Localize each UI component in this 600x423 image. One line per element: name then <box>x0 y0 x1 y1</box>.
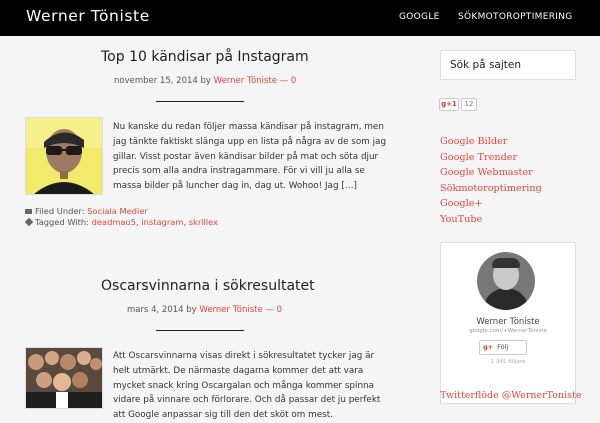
main-content <box>0 36 420 421</box>
search-widget-title: Sök på sajten <box>450 59 521 71</box>
excerpt-line: Nu kanske du redan följer massa kändisar på instagram, men <box>113 122 384 132</box>
post-thumbnail[interactable] <box>25 117 103 195</box>
twitter-widget-title[interactable]: Twitterflöde @WernerToniste <box>440 390 582 401</box>
post-author-link[interactable]: Werner Töniste <box>213 76 277 86</box>
tag-icon <box>25 218 33 226</box>
post-author-link[interactable]: Werner Töniste <box>199 305 263 315</box>
post-excerpt <box>113 349 380 423</box>
excerpt-line: att Google anpassar sig till den det sköt om mest. <box>113 410 333 421</box>
excerpt-line: jag tänkte faktiskt slänga upp en lista på några av de som jag <box>113 136 387 147</box>
tag-link[interactable]: deadmau5 <box>91 217 137 227</box>
post-comments-link[interactable]: 0 <box>290 76 297 86</box>
post-title[interactable]: Top 10 kändisar på Instagram <box>101 49 309 65</box>
divider <box>156 101 244 102</box>
site-header <box>0 0 600 36</box>
google-plus-count: 12 <box>461 98 477 111</box>
post-excerpt <box>113 120 386 194</box>
sidebar-link-youtube[interactable]: YouTube <box>440 213 483 225</box>
post-by: by <box>200 76 211 86</box>
post-meta <box>127 305 282 315</box>
excerpt-line: gillar. Visst postar även kändisar bilder på mat och söta djur <box>113 151 379 162</box>
sidebar-link-sokmotoroptimering[interactable]: Sökmotoroptimering <box>440 182 542 194</box>
sidebar-link-google-bilder[interactable]: Google Bilder <box>440 136 508 147</box>
post-tags: Tagged With: deadmau5, instagram, skrillex <box>25 217 218 227</box>
post-meta <box>114 76 296 86</box>
nav-item-google[interactable]: GOOGLE <box>399 12 440 22</box>
excerpt-line: mycket snack kring Oscargalan och många kommer spinna <box>113 380 374 391</box>
post-categories <box>25 206 148 216</box>
follower-count: 1 345 följare <box>490 359 526 365</box>
post-comments-link[interactable]: 0 <box>276 305 283 315</box>
google-plus-icon: g+ <box>483 343 494 351</box>
post-dash: — <box>265 305 274 315</box>
sidebar-links <box>440 134 542 228</box>
profile-url[interactable]: google.com/+WernerTöniste <box>469 328 547 334</box>
tag-link[interactable]: skrillex <box>188 217 219 227</box>
post-dash: — <box>279 76 289 86</box>
nav-item-sokmotoroptimering[interactable]: SÖKMOTOROPTIMERING <box>458 12 573 22</box>
search-widget[interactable] <box>440 50 576 80</box>
excerpt-line: Att Oscarsvinnarna visas direkt i sökresultatet tycker jag är <box>113 351 375 361</box>
google-plus-one-button[interactable]: g+1 <box>439 98 459 111</box>
sidebar-link-google-trender[interactable]: Google Trender <box>440 151 518 163</box>
folder-icon <box>25 209 32 214</box>
avatar[interactable] <box>477 252 535 310</box>
filed-under-label: Filed Under: <box>35 206 85 216</box>
excerpt-line: helt utmärkt. De närmaste dagarna kommer det att vara <box>113 365 364 376</box>
sidebar <box>420 36 600 400</box>
divider <box>156 330 244 331</box>
tag-link[interactable]: instagram <box>141 217 184 227</box>
follow-label: Följ <box>497 343 509 351</box>
avatar-body <box>483 288 529 310</box>
post-date: mars 4, 2014 <box>127 305 184 315</box>
excerpt-line: vidare på vinnare och förlorare. Och då passar det ju perfekt <box>113 395 381 406</box>
sidebar-link-google-plus[interactable]: Google+ <box>440 198 483 210</box>
profile-name[interactable]: Werner Töniste <box>476 317 540 327</box>
sidebar-link-google-webmaster[interactable]: Google Webmaster <box>440 167 533 179</box>
avatar-hair <box>492 258 520 268</box>
site-title[interactable]: Werner Töniste <box>26 7 150 25</box>
tagged-with-label: Tagged With: <box>35 217 89 227</box>
post-date: november 15, 2014 <box>114 76 198 86</box>
excerpt-line: precis som alla andra instragammare. För vi vill ju alla se <box>113 166 365 177</box>
follow-button[interactable] <box>479 340 527 355</box>
google-plus-profile-card <box>440 242 576 404</box>
excerpt-line: massa bilder på luncher dag in, dag ut. Wohoo! Jag […] <box>113 181 357 192</box>
post-by: by <box>186 305 197 315</box>
post-title[interactable]: Oscarsvinnarna i sökresultatet <box>101 278 315 294</box>
category-link[interactable]: Sociala Medier <box>87 206 148 216</box>
